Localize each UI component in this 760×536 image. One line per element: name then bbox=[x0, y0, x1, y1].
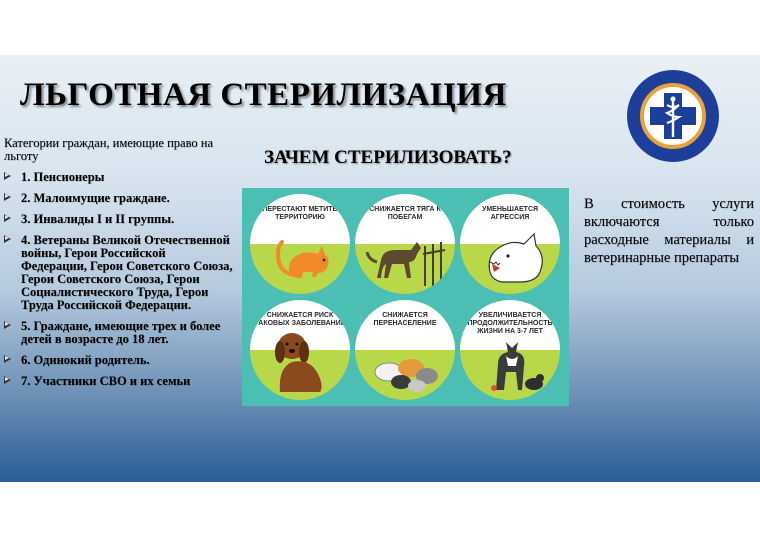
reason-less-overpopulation bbox=[355, 300, 455, 400]
reason-caption: УВЕЛИЧИВАЕТСЯ ПРОДОЛЖИТЕЛЬНОСТЬ ЖИЗНИ НА 3-7 ЛЕТ bbox=[467, 312, 553, 335]
reason-less-cancer-risk bbox=[250, 300, 350, 400]
triangle-bullet-icon bbox=[4, 235, 11, 243]
triangle-bullet-icon bbox=[4, 321, 11, 329]
reason-less-escape bbox=[355, 194, 455, 294]
brown-dog-icon bbox=[250, 300, 350, 400]
list-item: 2. Малоимущие граждане. bbox=[4, 192, 234, 205]
list-item: 7. Участники СВО и их семьи bbox=[4, 375, 234, 388]
triangle-bullet-icon bbox=[4, 214, 11, 222]
triangle-bullet-icon bbox=[4, 193, 11, 201]
angry-dog-icon bbox=[460, 194, 560, 294]
triangle-bullet-icon bbox=[4, 172, 11, 180]
why-sterilize-title: ЗАЧЕМ СТЕРИЛИЗОВАТЬ? bbox=[264, 147, 512, 168]
vet-cross-logo-icon bbox=[626, 69, 720, 163]
service-cost-note: В стоимость услуги включаются только расходные материалы и ветеринарные препараты bbox=[584, 196, 754, 266]
reasons-infographic bbox=[242, 188, 569, 406]
reason-less-aggression bbox=[460, 194, 560, 294]
list-item: 1. Пенсионеры bbox=[4, 171, 234, 184]
page-title: ЛЬГОТНАЯ СТЕРИЛИЗАЦИЯ bbox=[20, 77, 507, 113]
cat-icon bbox=[250, 194, 350, 294]
reason-caption: УМЕНЬШАЕТСЯ АГРЕССИЯ bbox=[481, 206, 539, 221]
reason-longer-life bbox=[460, 300, 560, 400]
husky-cat-icon bbox=[460, 300, 560, 400]
list-item: 5. Граждане, имеющие трех и более детей в возрасте до 18 лет. bbox=[4, 320, 234, 346]
reason-no-marking bbox=[250, 194, 350, 294]
triangle-bullet-icon bbox=[4, 355, 11, 363]
reason-caption: СНИЖАЕТСЯ ПЕРЕНАСЕЛЕНИЕ bbox=[373, 312, 437, 327]
categories-heading: Категории граждан, имеющие право на льготу bbox=[4, 136, 214, 163]
kittens-icon bbox=[355, 300, 455, 400]
list-item: 6. Одинокий родитель. bbox=[4, 354, 234, 367]
slide bbox=[0, 55, 760, 482]
dog-fence-icon bbox=[355, 194, 455, 294]
categories-list bbox=[4, 171, 234, 396]
list-item: 4. Ветераны Великой Отечественной войны, Герои Российской Федерации, Герои Советского Союза, Герои Советского Союза, Герои Социалистического Труда, Герои Труда Российской Федерации. bbox=[4, 234, 234, 312]
reason-caption: СНИЖАЕТСЯ ТЯГА К ПОБЕГАМ bbox=[369, 206, 441, 221]
reason-caption: ПЕРЕСТАЮТ МЕТИТЬ ТЕРРИТОРИЮ bbox=[262, 206, 338, 221]
reason-caption: СНИЖАЕТСЯ РИСК РАКОВЫХ ЗАБОЛЕВАНИЙ bbox=[254, 312, 346, 327]
list-item: 3. Инвалиды I и II группы. bbox=[4, 213, 234, 226]
triangle-bullet-icon bbox=[4, 376, 11, 384]
